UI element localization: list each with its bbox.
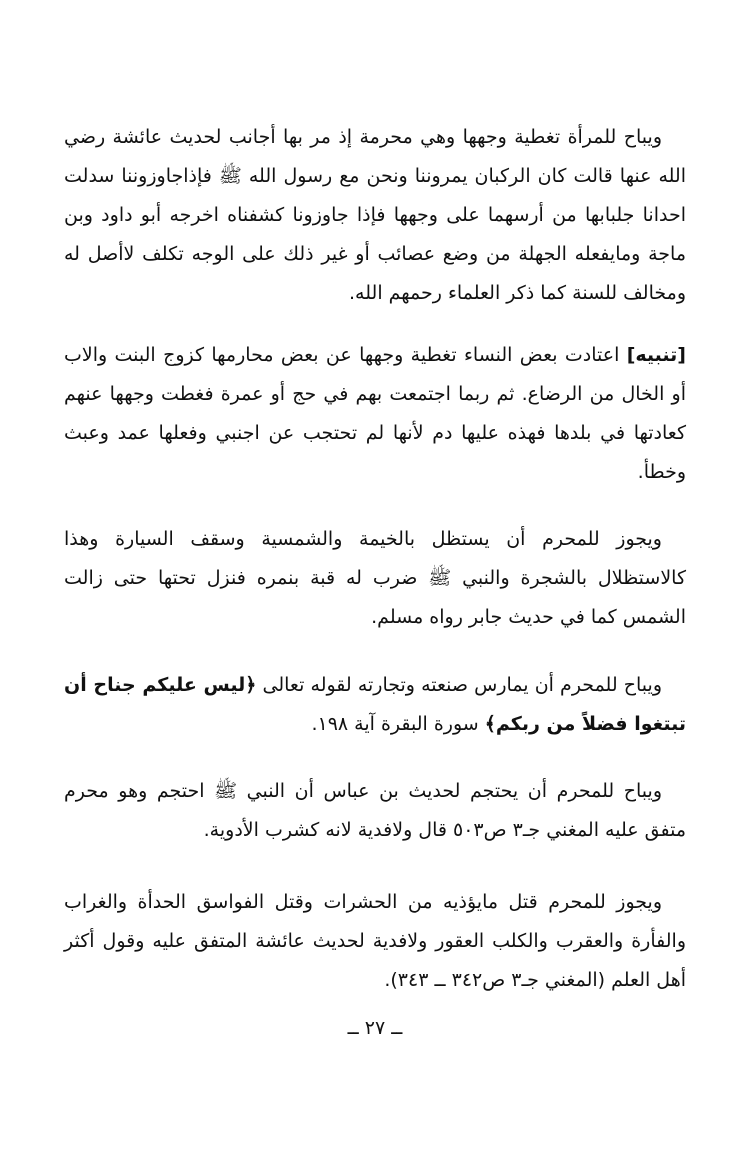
page-body bbox=[64, 118, 686, 1082]
paragraph-4-text-before: ويباح للمحرم أن يمارس صنعته وتجارته لقوله تعالى bbox=[256, 674, 663, 696]
paragraph-3-text: ويجوز للمحرم أن يستظل بالخيمة والشمسية وسقف السيارة وهذا كالاستظلال بالشجرة والنبي ﷺ ضرب له قبة بنمره فنزل تحتها حتى زالت الشمس كما في حديث جابر رواه مسلم. bbox=[64, 528, 686, 628]
paragraph-6-text: ويجوز للمحرم قتل مايؤذيه من الحشرات وقتل الفواسق الحدأة والغراب والفأرة والعقرب والكلب العقور ولافدية لحديث عائشة المتفق عليه وقول أكثر أهل العلم (المغني جـ٣ ص٣٤٢ ــ ٣٤٣). bbox=[64, 891, 686, 991]
paragraph-1 bbox=[64, 118, 686, 313]
paragraph-3 bbox=[64, 520, 686, 637]
paragraph-2-text: اعتادت بعض النساء تغطية وجهها عن بعض محارمها كزوج البنت والاب أو الخال من الرضاع. ثم ربما اجتمعت بهم في حج أو عمرة فغطت وجهها عنهم كعادتها في بلدها فهذه عليها دم لأنها لم تحتجب عن اجنبي وفعلها عمد وعبث وخطأ. bbox=[64, 344, 686, 483]
quran-quote: ﴿ليس عليكم جناح أن تبتغوا فضلاً من ربكم﴾ bbox=[64, 674, 686, 735]
paragraph-1-text: ويباح للمرأة تغطية وجهها وهي محرمة إذ مر بها أجانب لحديث عائشة رضي الله عنها قالت كان الركبان يمروننا ونحن مع رسول الله ﷺ فإذاجاوزوننا سدلت احدانا جلبابها من أرسهما على وجهها فإذا جاوزونا كشفناه اخرجه أبو داود وبن ماجة ومايفعله الجهلة من وضع عصائب أو غير ذلك على الوجه تكلف لاأصل له ومخالف للسنة كما ذكر العلماء رحمهم الله. bbox=[64, 126, 686, 304]
paragraph-6 bbox=[64, 883, 686, 1000]
paragraph-4-text-after: سورة البقرة آية ١٩٨. bbox=[311, 713, 485, 735]
paragraph-4 bbox=[64, 666, 686, 744]
page-number: ــ ٢٧ ــ bbox=[347, 1017, 403, 1039]
note-label: [تنبيه] bbox=[626, 344, 686, 366]
paragraph-2 bbox=[64, 336, 686, 492]
paragraph-5-text: ويباح للمحرم أن يحتجم لحديث بن عباس أن النبي ﷺ احتجم وهو محرم متفق عليه المغني جـ٣ ص٥٠٣ قال ولافدية لانه كشرب الأدوية. bbox=[64, 780, 686, 841]
paragraph-5 bbox=[64, 772, 686, 850]
